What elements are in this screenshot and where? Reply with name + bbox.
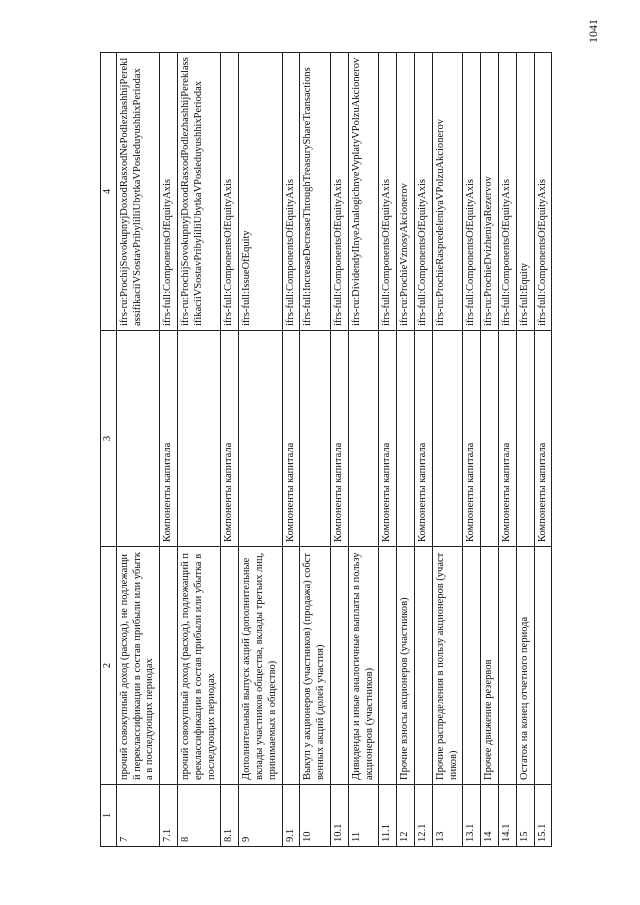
- row-number: 7: [116, 785, 159, 847]
- row-description: [463, 547, 481, 785]
- table-row: [348, 53, 379, 847]
- table-row: [534, 53, 552, 847]
- row-component: Компоненты капитала: [414, 331, 432, 547]
- table-row: [330, 53, 348, 847]
- row-taxonomy-code: ifrs-full:ComponentsOfEquityAxis: [534, 53, 552, 331]
- data-table: [100, 52, 552, 847]
- row-taxonomy-code: ifrs-full:IncreaseDecreaseThroughTreasuryShareTransactions: [300, 53, 331, 331]
- row-taxonomy-code: ifrs-full:ComponentsOfEquityAxis: [221, 53, 239, 331]
- row-description: [160, 547, 178, 785]
- row-number: 11: [348, 785, 379, 847]
- row-component: [348, 331, 379, 547]
- table-row: [300, 53, 331, 847]
- row-description: [330, 547, 348, 785]
- row-component: [239, 331, 282, 547]
- table-row: [397, 53, 415, 847]
- column-header-3: 3: [101, 331, 117, 547]
- row-description: Прочее движение резервов: [481, 547, 499, 785]
- row-component: Компоненты капитала: [282, 331, 300, 547]
- table-header-row: [101, 53, 117, 847]
- table-row: [463, 53, 481, 847]
- row-description: прочий совокупный доход (расход), не подлежащий переклассификации в состав прибыли или убытка в последующих периодах: [116, 547, 159, 785]
- table-row: [379, 53, 397, 847]
- row-component: [300, 331, 331, 547]
- row-component: [481, 331, 499, 547]
- row-number: 14: [481, 785, 499, 847]
- row-taxonomy-code: ifrs-ru:ProchijSovokupnyjDoxodRasxodNePodlezhashhijPereklassifikaciiVSostavPribylilliUbytkaVPosleduyushhixPeriodax: [116, 53, 159, 331]
- row-component: Компоненты капитала: [379, 331, 397, 547]
- row-component: [432, 331, 463, 547]
- row-description: [282, 547, 300, 785]
- row-number: 7.1: [160, 785, 178, 847]
- row-description: Прочие взносы акционеров (участников): [397, 547, 415, 785]
- table-row: [116, 53, 159, 847]
- row-description: [534, 547, 552, 785]
- row-taxonomy-code: ifrs-full:ComponentsOfEquityAxis: [463, 53, 481, 331]
- row-taxonomy-code: ifrs-full:ComponentsOfEquityAxis: [282, 53, 300, 331]
- table-row: [432, 53, 463, 847]
- table-body: [101, 53, 552, 847]
- row-taxonomy-code: ifrs-full:ComponentsOfEquityAxis: [330, 53, 348, 331]
- row-taxonomy-code: ifrs-full:Equity: [516, 53, 534, 331]
- row-taxonomy-code: ifrs-ru:DividendyIInyeAnalogichnyeVyplatyVPolzuAkcionerov: [348, 53, 379, 331]
- row-number: 10.1: [330, 785, 348, 847]
- row-number: 13: [432, 785, 463, 847]
- row-taxonomy-code: ifrs-ru:ProchijSovokupnyjDoxodRasxodPodlezhashhijPereklassifikaciiVSostavPribylilliUbytkaVPosleduyushhixPeriodax: [177, 53, 220, 331]
- column-header-2: 2: [101, 547, 117, 785]
- row-description: Выкуп у акционеров (участников) (продажа) собственных акций (долей участия): [300, 547, 331, 785]
- table-row: [177, 53, 220, 847]
- row-description: Остаток на конец отчетного периода: [516, 547, 534, 785]
- row-number: 10: [300, 785, 331, 847]
- table-row: [516, 53, 534, 847]
- row-number: 15: [516, 785, 534, 847]
- table-row: [221, 53, 239, 847]
- row-component: [116, 331, 159, 547]
- row-description: [498, 547, 516, 785]
- row-number: 8.1: [221, 785, 239, 847]
- row-component: Компоненты капитала: [534, 331, 552, 547]
- column-header-1: 1: [101, 785, 117, 847]
- row-component: Компоненты капитала: [463, 331, 481, 547]
- table-row: [498, 53, 516, 847]
- row-component: Компоненты капитала: [160, 331, 178, 547]
- row-number: 12.1: [414, 785, 432, 847]
- row-component: [177, 331, 220, 547]
- row-component: Компоненты капитала: [330, 331, 348, 547]
- row-taxonomy-code: ifrs-full:ComponentsOfEquityAxis: [498, 53, 516, 331]
- table-row: [239, 53, 282, 847]
- row-taxonomy-code: ifrs-ru:ProchieVznosyAkcionerov: [397, 53, 415, 331]
- row-description: [414, 547, 432, 785]
- row-number: 9: [239, 785, 282, 847]
- table-row: [414, 53, 432, 847]
- row-description: [379, 547, 397, 785]
- row-description: Дополнительный выпуск акций (дополнительные вклады участников общества, вклады третьих лиц, принимаемых в общество): [239, 547, 282, 785]
- row-description: Дивиденды и иные аналогичные выплаты в пользу акционеров (участников): [348, 547, 379, 785]
- row-taxonomy-code: ifrs-full:ComponentsOfEquityAxis: [160, 53, 178, 331]
- row-number: 15.1: [534, 785, 552, 847]
- row-component: [516, 331, 534, 547]
- row-description: Прочие распределения в пользу акционеров (участников): [432, 547, 463, 785]
- row-number: 8: [177, 785, 220, 847]
- column-header-4: 4: [101, 53, 117, 331]
- row-component: Компоненты капитала: [498, 331, 516, 547]
- table-row: [481, 53, 499, 847]
- row-taxonomy-code: ifrs-ru:ProchieDvizheniyaRezervov: [481, 53, 499, 331]
- row-number: 13.1: [463, 785, 481, 847]
- page-number: 1041: [586, 19, 600, 43]
- table-row: [160, 53, 178, 847]
- row-number: 11.1: [379, 785, 397, 847]
- row-taxonomy-code: ifrs-full:ComponentsOfEquityAxis: [379, 53, 397, 331]
- row-number: 14.1: [498, 785, 516, 847]
- row-number: 12: [397, 785, 415, 847]
- table-row: [282, 53, 300, 847]
- row-component: Компоненты капитала: [221, 331, 239, 547]
- row-description: [221, 547, 239, 785]
- row-component: [397, 331, 415, 547]
- row-taxonomy-code: ifrs-full:IssueOfEquity: [239, 53, 282, 331]
- row-description: прочий совокупный доход (расход), подлежащий переклассификации в состав прибыли или убытка в последующих периодах: [177, 547, 220, 785]
- row-number: 9.1: [282, 785, 300, 847]
- row-taxonomy-code: ifrs-ru:ProchieRaspredeleniyaVPolzuAkcionerov: [432, 53, 463, 331]
- row-taxonomy-code: ifrs-full:ComponentsOfEquityAxis: [414, 53, 432, 331]
